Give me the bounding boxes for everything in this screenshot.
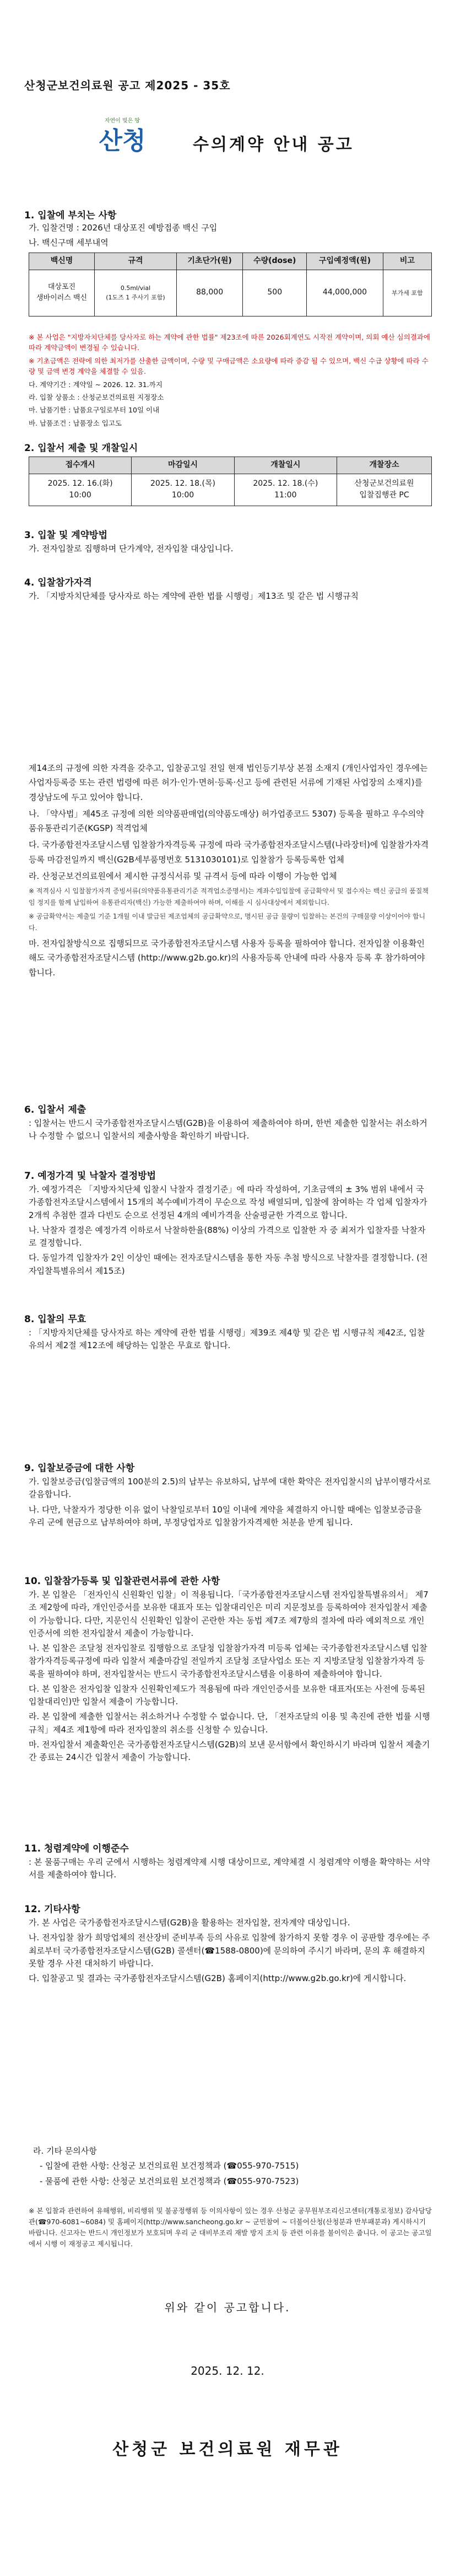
announcement-date: 2025. 12. 12. [191,2364,264,2378]
logo-slogan: 자연이 빚은 땅 [104,118,140,124]
section-4-intro [29,590,431,605]
table-row [29,474,432,506]
section-1-notes [29,332,431,431]
table-cell: 2025. 12. 18.(목) 10:00 [132,474,234,506]
s4-block-1: 제14조의 규정에 의한 자격을 갖추고, 입찰공고일 전일 현재 법인등기부상 본점 소재지 (개인사업자인 경우에는 사업자등록증 또는 관련 법령에 따른 허가·인가·면허·등록·신고 등에 관련된 서류에 기재된 사업장의 소재지)를 경상남도에 두고 있어야 합니다. [29,763,428,802]
s7-item-ga: 가. 예정가격은 「지방자치단체 입찰시 낙찰자 결정기준」에 따라 작성하여, 기초금액의 ± 3% 범위 내에서 국가종합전자조달시스템에서 15개의 복수예비가격이 무순으로 작성 배열되며, 입찰에 참여하는 각 업체 입찰자가 2개씩 추첨한 결과 다빈도 순으로 선정된 4개의 예비가격을 산술평균한 가격으로 합니다. [29,1184,427,1220]
s4-block-2: 나. 「약사법」제45조 규정에 의한 의약품판매업(의약품도매상) 허가업종코드 5307) 등록을 필하고 우수의약품유통관리기준(KGSP) 적격업체 [29,808,424,833]
schedule-table [29,457,432,506]
integrity-notice: ※ 본 입찰과 관련하여 유해행위, 비리행위 및 불공정행위 등 이의사항이 있는 경우 산청군 공무원부조리신고센터(개통로정보) 감사담당관(☎970-6081~6084) 및 홈페이지(http://www.sancheong.go.kr ~ 군민참여 ~ 더불어산청(산청분과 반부패분과) 게시하시기 바랍니다. 신고자는 반드시 개인정보가 보호되며 우리 군 대비부조리 재발 방지 조치 등 관련 이유를 불이익은 줍니다. 이 공고는 공고일에서 시행 이 재정공고 제시됩니다. [29,2207,432,2248]
table-cell: 500 [243,270,307,316]
table-cell: 88,000 [177,270,243,316]
section-10-title: 10. 입찰참가등록 및 입찰관련서류에 관한 사항 [24,1576,220,1587]
s4-block-3: 다. 국가종합전자조달시스템 입찰참가자격등록 규정에 따라 국가종합전자조달시스템(나라장터)에 입찰참가자격등록 마감전일까지 백신(G2B세부품명번호 5131030101)로 입찰참가 등록등록한 업체 [29,840,429,865]
section-9-body [29,1475,431,1531]
table-header: 마감일시 [132,457,234,474]
logo-wordmark: 산청 [99,126,146,155]
section-10-body [29,1588,431,1766]
s3-text: 가. 전자입찰로 집행하며 단가계약, 전자입찰 대상입니다. [29,544,234,554]
section-4-body [29,761,431,982]
s12-item-da: 다. 입찰공고 및 결과는 국가종합전자조달시스템(G2B) 홈페이지(http://www.g2b.go.kr)에 게시합니다. [29,1973,407,1983]
section-11-title: 11. 청렴계약에 이행준수 [24,1843,129,1854]
closing-statement: 위와 같이 공고합니다. [164,2301,291,2314]
section-8-body [29,1327,431,1355]
sancheong-logo [89,117,155,189]
table-header-row [29,253,432,270]
table-cell: 2025. 12. 16.(화) 10:00 [29,474,132,506]
s4-item-ga: 가. 「지방자치단체를 당사자로 하는 계약에 관한 법률 시행령」제13조 및 같은 법 시행규칙 [29,591,359,601]
table-cell: 0.5ml/vial (1도즈 1 주사기 포함) [95,270,177,316]
table-header: 규격 [95,253,177,270]
s1-item-ba: 바. 납품조건 : 납품장소 입고도 [29,418,122,427]
section-1-body [29,222,431,252]
section-1-title: 1. 입찰에 부치는 사항 [24,210,117,221]
s7-item-da: 다. 동일가격 입찰자가 2인 이상인 때에는 전자조달시스템을 통한 자동 추첨 방식으로 낙찰자를 결정합니다. (전자입찰특별유의서 제15조) [29,1253,428,1276]
section-12-body [29,1917,431,1987]
section-6-body [29,1117,431,1145]
s1-item-ga: 가. 입찰건명 : 2026년 대상포진 예방접종 백신 구입 [29,223,218,233]
s10-item-ma: 마. 전자입찰서 제출확인은 국가종합전자조달시스템(G2B)의 보낸 문서함에서 확인하시기 바라며 입찰서 제출기간 종료는 24시간 입찰서 제출이 가능합니다. [29,1739,430,1762]
table-header: 비고 [383,253,431,270]
table-cell: 2025. 12. 18.(수) 11:00 [234,474,337,506]
contact-label: 라. 기타 문의사항 [33,2146,97,2156]
section-3-body [29,543,431,557]
table-header: 접수개시 [29,457,132,474]
section-9-title: 9. 입찰보증금에 대한 사항 [24,1463,135,1474]
s10-item-ra: 라. 본 입찰에 제출한 입찰서는 취소하거나 수정할 수 없습니다. 단, 「전자조달의 이용 및 촉진에 관한 법률 시행규칙」제4조 제1항에 따라 전자입찰의 취소를 신청할 수 있습니다. [29,1711,430,1735]
section-12-title: 12. 기타사항 [24,1904,80,1915]
contact-line-bid: - 입찰에 관한 사항: 산청군 보건의료원 보건정책과 (☎055-970-7515) [40,2161,299,2171]
section-7-body [29,1183,431,1280]
section-6-title: 6. 입찰서 제출 [24,1104,86,1115]
s11-text: : 본 물품구매는 우리 군에서 시행하는 청렴계약제 시행 대상이므로, 계약체결 시 청렴계약 이행을 확약하는 서약서를 제출하여야 합니다. [29,1857,430,1880]
table-cell: 산청군보건의료원 입찰집행관 PC [337,474,431,506]
s9-item-ga: 가. 입찰보증금(입찰금액의 100분의 2.5)의 납부는 유보하되, 납부에 대한 확약은 전자입찰시의 납부이행각서로 갈음합니다. [29,1477,431,1500]
section-11-body [29,1856,431,1884]
price-note: ※ 기초금액은 전략에 의한 최저가를 산출한 금액이며, 수량 및 구매금액은 소요량에 따라 증감 될 수 있으며, 백신 수급 상황에 따라 수량 및 금액 변경 계약을 체결할 수 있음. [29,356,429,376]
contract-note: ※ 본 사업은 "지방자치단체를 당사자로 하는 계약에 관한 법률" 제23조에 따른 2026회계연도 시작전 계약이며, 의회 예산 심의결과에 따라 계약금액이 변경될 수 있습니다. [29,333,430,352]
section-8-title: 8. 입찰의 무효 [24,1314,86,1325]
section-4-title: 4. 입찰참가자격 [24,577,92,588]
s4-block-5: 마. 전자입찰방식으로 집행되므로 국가종합전자조달시스템 사용자 등록을 필하여야 합니다. 전자입찰 이용확인해도 국가종합전자조달시스템 (http://www.g2b.go.kr)의 사용자등록 안내에 따라 사용자 등록 후 참가하여야 합니다. [29,938,425,978]
contact-block [33,2145,435,2190]
vaccine-table [29,253,432,316]
s1-item-na: 나. 백신구매 세부내역 [29,238,109,248]
s1-item-da: 다. 계약기간 : 계약일 ~ 2026. 12. 31.까지 [29,380,162,389]
s1-item-ma: 마. 납품기한 : 납품요구일로부터 10일 이내 [29,406,160,415]
table-header: 기초단가(원) [177,253,243,270]
s9-item-na: 나. 다만, 낙찰자가 정당한 이유 없이 낙찰일로부터 10일 이내에 계약을 체결하지 아니할 때에는 입찰보증금을 우리 군에 현금으로 납부하여야 하며, 부정당업자로 입찰참가자격제한 처분을 받게 됩니다. [29,1504,422,1527]
s1-item-ra: 라. 입찰 상품소 : 산청군보건의료원 지정장소 [29,393,164,401]
s7-item-na: 나. 낙찰자 결정은 예정가격 이하로서 낙찰하한율(88%) 이상의 가격으로 입찰한 자 중 최저가 입찰자를 낙찰자로 결정합니다. [29,1225,426,1248]
s4-note-2: ※ 공급확약서는 제출일 기준 1개월 이내 발급된 제조업체의 공급확약으로, 명시된 공급 물량이 입찰하는 본건의 구매물량 이상이어야 합니다. [29,913,426,932]
table-cell: 부가세 포함 [383,270,431,316]
table-header: 구입예정액(원) [307,253,383,270]
page-title: 수의계약 안내 공고 [193,135,354,154]
table-header: 수량(dose) [243,253,307,270]
s4-note-1: ※ 적격심사 시 입찰참가자격 증빙서류(의약품유통관리기준 적격업소증명서)는 계좌수입입찰에 공급확약서 및 접수자는 백신 공급의 품질책임 정지를 함께 납입하여 유통관리자(백신) 가능한 제출하여야 하며, 이해를 시 심사대상에서 제외합니다. [29,887,429,906]
s12-item-na: 나. 전자입찰 참가 희망업체의 전산장비 준비부족 등의 사유로 입찰에 참가하지 못할 경우 이 공판할 경우에는 주최로부터 국가종합전자조달시스템(G2B) 콜센터(☎1588-0800)에 문의하여 주시기 바라며, 문의 후 해결하지 못할 경우 사전 대처하기 바랍니다. [29,1933,430,1968]
table-header-row [29,457,432,474]
s4-block-4: 라. 산청군보건의료원에서 제시한 규정식서류 및 규격서 등에 따라 이행이 가능한 업체 [29,871,337,881]
table-header: 개찰장소 [337,457,431,474]
contact-line-goods: - 물품에 관한 사항: 산청군 보건의료원 보건정책과 (☎055-970-7523) [40,2176,299,2186]
s10-item-da: 다. 본 입찰은 전자입찰 입찰자 신원확인제도가 적용됨에 따라 개인인증서를 보유한 대표자(또는 사전에 등록된 입찰대리인)만 입찰서 제출이 가능합니다. [29,1683,425,1706]
s10-item-na: 나. 본 입찰은 조달청 전자입찰로 집행함으로 조달청 입찰참가자격 미등록 업체는 국가종합전자조달시스템 입찰참가자격등록규정에 따라 입찰서 제출마감일 전일까지 조달청 조달사업소 또는 지 지방조달청 입찰참가자격 등록을 필하여야 하며, 전자입찰서는 반드시 국가종합전자조달시스템을 이용하여 제출하여야 합니다. [29,1643,427,1679]
table-cell: 대상포진 생바이러스 백신 [29,270,95,316]
table-header: 백신명 [29,253,95,270]
section-3-title: 3. 입찰 및 계약방법 [24,530,107,541]
table-row [29,270,432,316]
section-2-title: 2. 입찰서 제출 및 개찰일시 [24,443,138,454]
s6-text: : 입찰서는 반드시 국가종합전자조달시스템(G2B)을 이용하여 제출하여야 하며, 한번 제출한 입찰서는 취소하거나 수정할 수 없으니 입찰서의 제출사항을 확인하기 바랍니다. [29,1118,427,1141]
table-cell: 44,000,000 [307,270,383,316]
s12-item-ga: 가. 본 사업은 국가종합전자조달시스템(G2B)을 활용하는 전자입찰, 전자계약 대상입니다. [29,1918,350,1928]
section-7-title: 7. 예정가격 및 낙찰자 결정방법 [24,1171,156,1182]
s10-item-ga: 가. 본 입찰은 「전자인식 신원확인 입찰」이 적용됩니다.「국가종합전자조달시스템 전자입찰특별유의서」 제7조 제2항에 따라, 개인인증서를 보유한 대표자 또는 입찰대리인은 미리 지문정보를 등록하여야 전자입찰서 제출이 가능합니다. 다만, 지문인식 신원확인 입찰이 곤란한 자는 동법 제7조 제7항의 절차에 따라 예외적으로 개인인증서에 의한 전자입찰서 제출이 가능합니다. [29,1590,429,1638]
s8-text: : 「지방자치단체를 당사자로 하는 계약에 관한 법률 시행령」제39조 제4항 및 같은 법 시행규칙 제42조, 입찰유의서 제2절 제12조에 해당하는 입찰은 무효로 합니다. [29,1328,425,1351]
issuer-signature: 산청군 보건의료원 재무관 [112,2440,343,2459]
table-header: 개찰일시 [234,457,337,474]
announcement-number: 산청군보건의료원 공고 제2025 - 35호 [24,79,231,92]
